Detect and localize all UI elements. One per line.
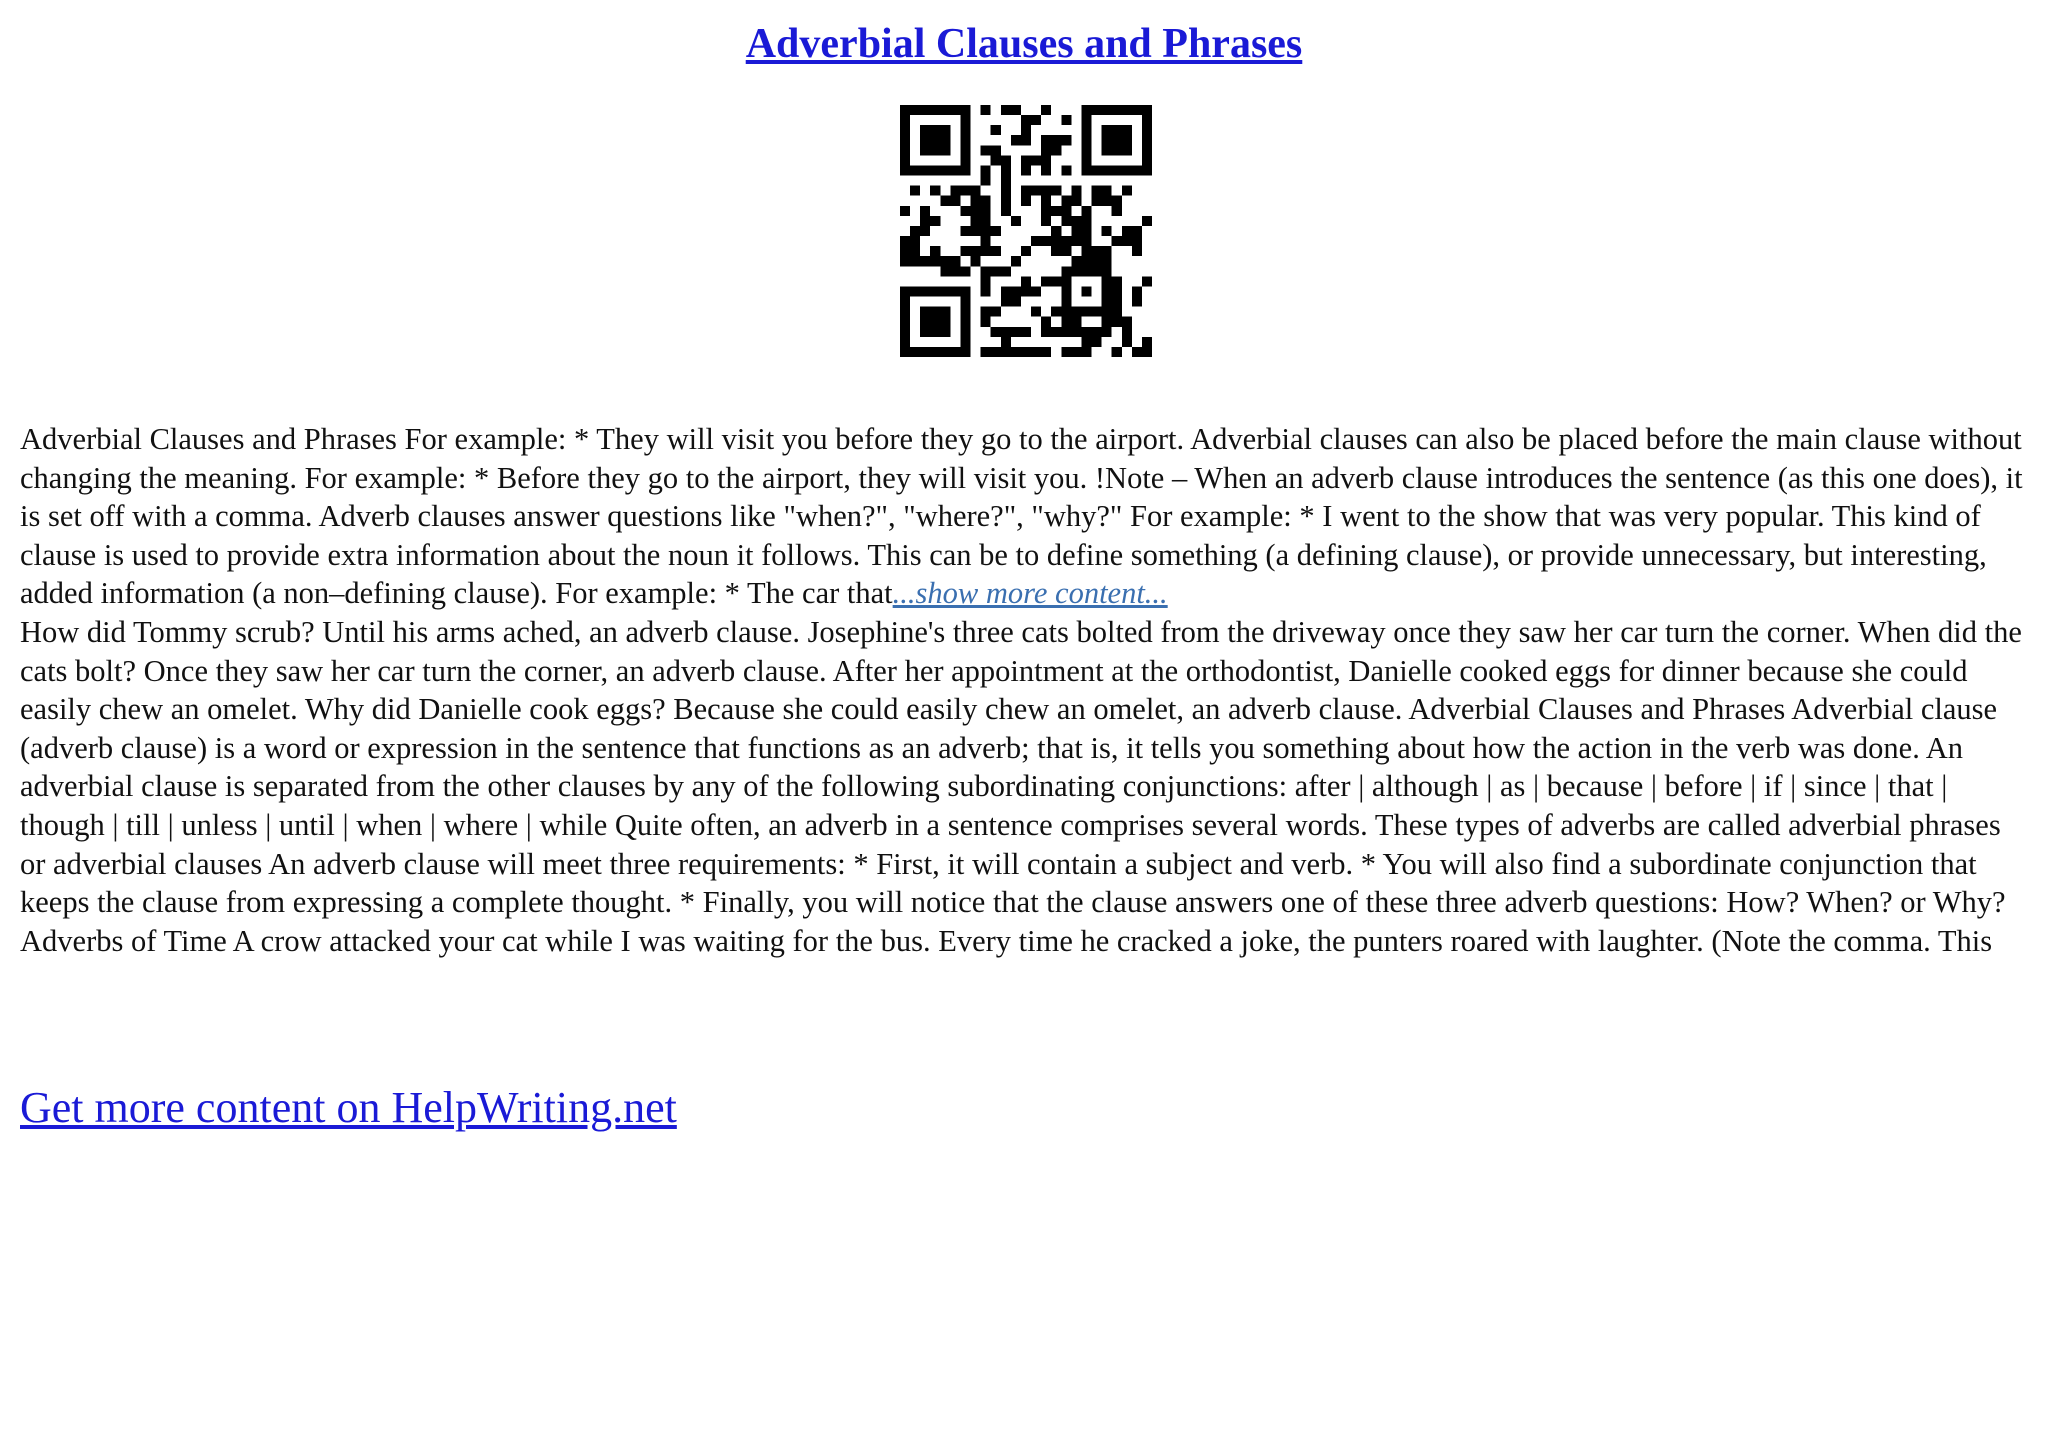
article-body <box>20 420 2030 960</box>
title-link[interactable]: Adverbial Clauses and Phrases <box>745 21 1303 67</box>
article-text-part1: Adverbial Clauses and Phrases For example: * They will visit you before they go to the airport. Adverbial clauses can also be placed before the main clause without changing the meaning. For example: * Before they go to the airport, they will visit you. !Note – When an adverb clause introduces the sentence (as this one does), it is set off with a comma. Adverb clauses answer questions like "when?", "where?", "why?" For example: * I went to the show that was very popular. This kind of clause is used to provide extra information about the noun it follows. This can be to define something (a defining clause), or provide unnecessary, but interesting, added information (a non–defining clause). For example: * The car that <box>20 422 2023 611</box>
article-text-part2: How did Tommy scrub? Until his arms ached, an adverb clause. Josephine's three cats bolted from the driveway once they saw her car turn the corner. When did the cats bolt? Once they saw her car turn the corner, an adverb clause. After her appointment at the orthodontist, Danielle cooked eggs for dinner because she could easily chew an omelet. Why did Danielle cook eggs? Because she could easily chew an omelet, an adverb clause. Adverbial Clauses and Phrases Adverbial clause (adverb clause) is a word or expression in the sentence that functions as an adverb; that is, it tells you something about how the action in the verb was done. An adverbial clause is separated from the other clauses by any of the following subordinating conjunctions: after | although | as | because | before | if | since | that | though | till | unless | until | when | where | while Quite often, an adverb in a sentence comprises several words. These types of adverbs are called adverbial phrases or adverbial clauses An adverb clause will meet three requirements: * First, it will contain a subject and verb. * You will also find a subordinate conjunction that keeps the clause from expressing a complete thought. * Finally, you will notice that the clause answers one of these three adverb questions: How? When? or Why? Adverbs of Time A crow attacked your cat while I was waiting for the bus. Every time he cracked a joke, the punters roared with laughter. (Note the comma. This <box>20 614 2022 958</box>
page-title <box>0 16 2048 72</box>
show-more-link[interactable]: ...show more content... <box>892 576 1168 611</box>
qr-code <box>900 105 1152 357</box>
more-content-link[interactable]: Get more content on HelpWriting.net <box>20 1083 677 1132</box>
